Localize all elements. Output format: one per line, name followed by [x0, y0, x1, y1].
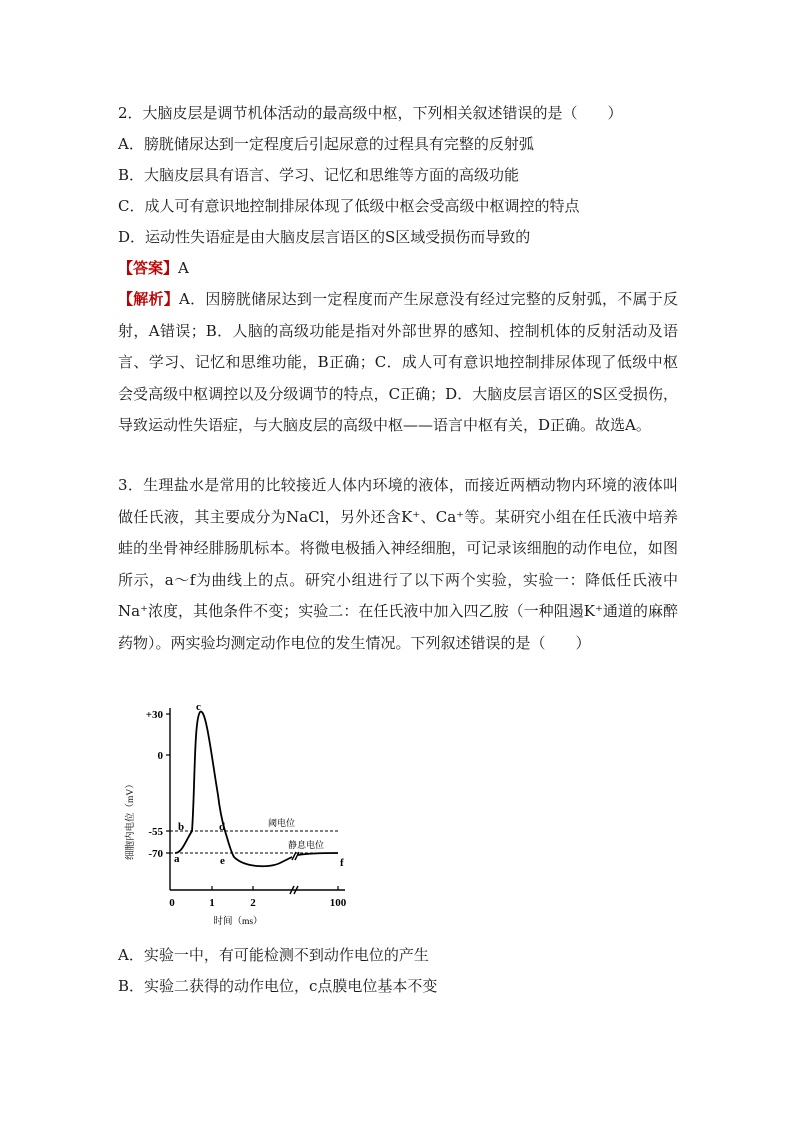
q2-option-b: B．大脑皮层具有语言、学习、记忆和思维等方面的高级功能: [118, 166, 520, 184]
recovery-curve: [298, 853, 338, 855]
x-tick-label: 1: [209, 897, 215, 909]
point-label-d: d: [219, 821, 226, 833]
q2-analysis: [118, 284, 678, 442]
action-potential-figure: [120, 700, 355, 930]
answer-value: A: [178, 259, 189, 277]
q2-option-d: D．运动性失语症是由大脑皮层言语区的S区域受损伤而导致的: [118, 228, 531, 246]
q2-stem: 2．大脑皮层是调节机体活动的最高级中枢，下列相关叙述错误的是（ ）: [118, 104, 623, 122]
x-tick-label: 2: [250, 897, 256, 909]
action-potential-chart: [120, 700, 355, 930]
y-tick-label: -55: [148, 826, 163, 838]
x-tick-label: 100: [329, 897, 347, 909]
answer-tag: 【答案】: [118, 259, 179, 277]
threshold-label: 阈电位: [268, 818, 296, 828]
point-label-a: a: [174, 853, 180, 865]
y-axis-label: 细胞内电位（mV）: [126, 779, 136, 860]
q3-stem: 3．生理盐水是常用的比较接近人体内环境的液体，而接近两栖动物内环境的液体叫做任氏液，其主要成分为NaCl，另外还含K⁺、Ca⁺等。某研究小组在任氏液中培养蛙的坐骨神经腓肠肌标本。将微电极插入神经细胞，可记录该细胞的动作电位，如图所示，a～f为曲线上的点。研究小组进行了以下两个实验，实验一：降低任氏液中Na⁺浓度，其他条件不变；实验二：在任氏液中加入四乙胺（一种阻遏K⁺通道的麻醉药物）。两实验均测定动作电位的发生情况。下列叙述错误的是（ ）: [118, 476, 678, 652]
x-tick-label: 0: [169, 897, 175, 909]
q2-answer: [118, 258, 189, 278]
action-potential-curve: [175, 712, 292, 867]
q2-option-a: A．膀胱储尿达到一定程度后引起尿意的过程具有完整的反射弧: [118, 135, 534, 153]
point-label-b: b: [178, 821, 185, 833]
y-tick-label: -70: [148, 848, 163, 860]
q2-option-c: C．成人可有意识地控制排尿体现了低级中枢会受高级中枢调控的特点: [118, 197, 580, 215]
x-axis-label: 时间（ms）: [213, 917, 263, 927]
point-label-e: e: [220, 855, 225, 867]
point-label-c: c: [196, 701, 201, 713]
y-tick-label: 0: [157, 750, 163, 762]
point-label-f: f: [340, 857, 344, 869]
y-tick-label: +30: [145, 709, 163, 721]
analysis-text: A．因膀胱储尿达到一定程度而产生尿意没有经过完整的反射弧，不属于反射，A错误；B．人脑的高级功能是指对外部世界的感知、控制机体的反射活动及语言、学习、记忆和思维功能，B正确；C．成人可有意识地控制排尿体现了低级中枢会受高级中枢调控以及分级调节的特点，C正确；D．大脑皮层言语区的S区受损伤，导致运动性失语症，与大脑皮层的高级中枢——语言中枢有关，D正确。故选A。: [118, 290, 678, 434]
resting-label: 静息电位: [288, 840, 325, 850]
analysis-tag: 【解析】: [118, 290, 180, 308]
q3-option-a: A．实验一中，有可能检测不到动作电位的产生: [118, 946, 429, 964]
q3-option-b: B．实验二获得的动作电位，c点膜电位基本不变: [118, 977, 438, 995]
